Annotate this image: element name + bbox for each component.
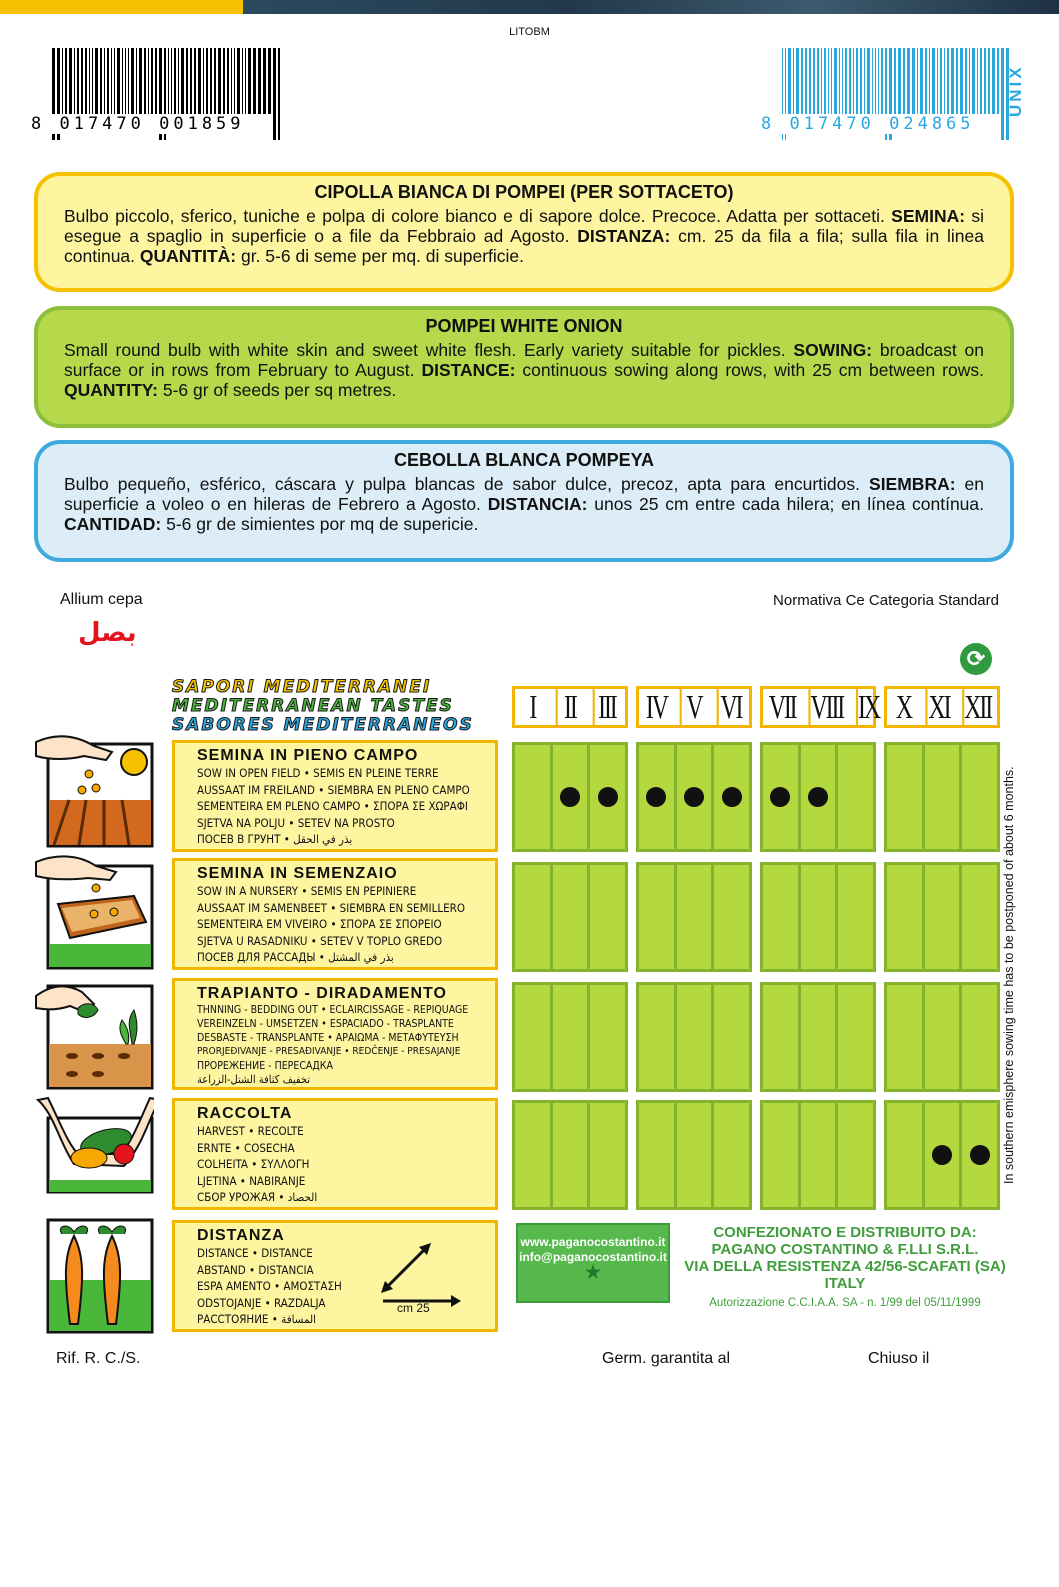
email-link[interactable]: info@paganocostantino.it [519,1250,667,1264]
top-yellow-band [0,0,243,14]
harvest-icon [34,1094,154,1212]
months-q2 [636,686,752,728]
barcode-right-number: 8 017470 024865 [761,114,975,134]
barcode-bar [155,48,157,114]
barcode-bar [817,48,819,114]
barcode-bar [864,48,865,114]
sapori-it: SAPORI MEDITERRANEI [172,677,432,697]
panel-italian [34,172,1014,292]
activity-sowing-field [172,740,498,852]
barcode-bar [793,48,794,114]
calendar-cell [835,985,873,1089]
month-label: IX [856,689,879,725]
activity-harvest [172,1098,498,1210]
panel-spanish-title: CEBOLLA BLANCA POMPEYA [393,450,654,470]
calendar-block [636,742,752,852]
calendar-cell [922,1103,960,1207]
month-label: V [679,689,705,725]
calendar-block [884,982,1000,1092]
barcode-bar [824,48,826,114]
calendar-cell [550,865,588,969]
barcode-bar [100,48,102,114]
calendar-cell [959,1103,997,1207]
barcode-bar [114,48,115,114]
barcode-bar [198,48,201,114]
website-link[interactable]: www.paganocostantino.it [520,1235,666,1249]
barcode-bar [878,48,879,114]
sowing-field-icon [34,730,154,848]
activity-line: ESPA AMENTO • ΑΜΟΣΤΑΣΗ [197,1279,342,1293]
barcode-bar [268,48,271,114]
barcode-bar [881,48,883,114]
barcode-bar [997,48,999,114]
activity-line: РАССТОЯНИЕ • المسافة [197,1312,317,1326]
authorization-text: Autorizzazione C.C.I.A.A. SA - n. 1/99 del 05/11/1999 [709,1297,981,1309]
sapori-es: SABORES MEDITERRANEOS [172,715,474,735]
calendar-cell [835,1103,873,1207]
barcode-bar [186,48,188,114]
activity-line: SOW IN OPEN FIELD • SEMIS EN PLEINE TERRE [197,766,439,780]
activity-transplant [172,978,498,1090]
months-q4 [884,686,1000,728]
calendar-block [512,862,628,972]
activity-line: SJETVA U RASADNIKU • SETEV V TOPLO GREDO [197,933,443,948]
barcode-bar [937,48,938,114]
activity-line: THNNING - BEDDING OUT • ECLAIRCISSAGE - REPIQUAGE [197,1004,469,1016]
calendar-cell [887,745,922,849]
distributor-line: CONFEZIONATO E DISTRIBUITO DA: [713,1224,977,1241]
calendar-cell [639,745,674,849]
calendar-cell [711,865,749,969]
barcode-bar [151,48,153,114]
barcode-bar [139,48,142,114]
calendar-cell [674,985,712,1089]
calendar-cell [674,865,712,969]
barcode-bar [872,48,873,114]
distributor-line: ITALY [824,1275,866,1292]
calendar-cell [763,745,798,849]
barcode-bar [148,48,149,114]
calendar-dot [560,787,580,807]
barcode-bar [813,48,815,114]
months-q3 [760,686,879,728]
barcode-bar [960,48,963,114]
barcode-bar [77,48,79,114]
calendar-block [512,982,628,1092]
activity-line: PRORJEĐIVANJE - PRESAĐIVANJE • REDČENJE - PRESAJANJE [197,1046,461,1057]
calendar-cell [587,745,625,849]
unix-brand: UNIX [1006,64,1025,118]
footer-closed: Chiuso il [868,1350,930,1367]
calendar-cell [798,985,836,1089]
calendar-cell [711,985,749,1089]
activity-line: SOW IN A NURSERY • SEMIS EN PEPINIERE [197,884,417,898]
barcode-bar [131,48,134,114]
barcode-bar [1001,48,1004,140]
barcode-bar [853,48,854,114]
panel-italian-title: CIPOLLA BIANCA DI POMPEI (PER SOTTACETO) [314,182,734,202]
barcode-bar [860,48,862,114]
distance-icon [34,1216,154,1334]
barcode-bar [125,48,126,114]
barcode-bar [988,48,990,114]
calendar-cell [550,745,588,849]
barcode-bar [278,48,280,140]
barcode-bar [107,48,109,114]
panel-spanish [34,440,1014,562]
barcode-bar [223,48,225,114]
barcode-bar [136,48,137,114]
barcode-bar [809,48,811,114]
recycle-icon: ⟳ [960,643,992,675]
calendar-dot [932,1145,952,1165]
calendar-cell [674,745,712,849]
activity-nursery [172,858,498,970]
calendar-cell [515,745,550,849]
activity-line: СБОР УРОЖАЯ • الحصاد [197,1190,318,1204]
calendar-cell [550,1103,588,1207]
barcode-bar [178,48,179,114]
calendar-cell [763,1103,798,1207]
calendar-cell [515,1103,550,1207]
barcode-bar [845,48,847,114]
calendar-cell [639,1103,674,1207]
barcode-bar [903,48,905,114]
calendar-cell [835,865,873,969]
barcode-bar [171,48,172,114]
activity-line: ПОСЕВ В ГРУНТ • بذر في الحقل [197,832,353,846]
activity-line: SJETVA NA POLJU • SETEV NA PROSTO [197,815,395,830]
activity-distance [172,1220,498,1332]
barcode-right [760,48,1000,134]
website-ribbon[interactable] [516,1223,670,1303]
activity-line: ПОСЕВ ДЛЯ РАССАДЫ • بذر في المشتل [197,950,394,964]
calendar-cell [959,745,997,849]
activity-title: SEMINA IN PIENO CAMPO [197,747,419,764]
calendar-cell [887,865,922,969]
barcode-bar [218,48,221,114]
barcode-bar [74,48,75,114]
barcode-bar [181,48,184,114]
calendar-cell [639,865,674,969]
barcode-bar [788,48,791,114]
distance-measure: cm 25 [397,1301,430,1315]
activity-line: AUSSAAT IM FREILAND • SIEMBRA EN PLENO CAMPO [197,782,470,797]
barcode-bar [917,48,918,114]
barcode-bar [944,48,945,114]
calendar-cell [959,865,997,969]
barcode-left [30,48,270,134]
barcode-bar [831,48,832,114]
barcode-bar [898,48,901,114]
calendar-cell [763,985,798,1089]
calendar-cell [674,1103,712,1207]
star-icon: ★ [584,1262,602,1282]
calendar-cell [515,985,550,1089]
barcode-bar [234,48,235,114]
footer-rif: Rif. R. C./S. [56,1350,141,1367]
barcode-bar [85,48,87,114]
calendar-cell [587,985,625,1089]
top-image-strip [0,0,1059,14]
calendar-cell [798,1103,836,1207]
barcode-bar [801,48,803,114]
barcode-left-number: 8 017470 001859 [31,114,245,134]
calendar-block [884,1100,1000,1210]
barcode-bar [980,48,982,114]
distributor-line: PAGANO COSTANTINO & F.LLI S.R.L. [711,1241,979,1258]
month-label: IV [645,689,667,726]
activity-line: COLHEITA • ΣΥΛΛΟΓΗ [197,1157,310,1171]
barcode-bar [907,48,910,114]
barcode-bar [984,48,986,114]
barcode-bar [956,48,958,114]
barcode-bar [258,48,261,114]
footer-germination: Germ. garantita al [602,1350,731,1367]
activity-line: ERNTE • COSECHA [197,1140,295,1155]
barcode-bar [242,48,243,114]
calendar-cell [550,985,588,1089]
panel-english [34,306,1014,428]
barcode-bar [947,48,949,114]
calendar-cell [922,865,960,969]
barcode-bar [214,48,216,114]
barcode-bar [912,48,915,114]
calendar-block [636,1100,752,1210]
activity-line: LJETINA • NABIRANJE [197,1173,306,1188]
calendar-block [760,1100,876,1210]
month-label: I [529,689,536,726]
barcode-bar [89,48,90,114]
barcode-bar [925,48,927,114]
calendar-cell [798,745,836,849]
calendar-dot [770,787,790,807]
barcode-bar [206,48,208,114]
calendar-block [512,742,628,852]
activity-title: SEMINA IN SEMENZAIO [197,865,398,882]
calendar-cell [515,865,550,969]
barcode-bar [821,48,822,114]
month-label: II [555,689,581,725]
calendar-cell [763,865,798,969]
barcode-bar [227,48,229,114]
distributor-info [680,1224,1010,1312]
calendar-cell [798,865,836,969]
top-photo-band [243,0,1059,14]
transplant-icon [34,972,154,1090]
barcode-bar [210,48,212,114]
calendar-block [760,742,876,852]
calendar-dot [808,787,828,807]
arabic-name: بصل [78,618,137,648]
month-label: VIII [809,689,844,725]
activity-line: ПРОРЕЖЕНИЕ - ПЕРЕСАДКА [197,1060,333,1072]
barcode-bar [867,48,870,114]
calendar-cell [887,1103,922,1207]
panel-english-text: Small round bulb with white skin and sweet white flesh. Early variety suitable for pickles. SOWING: broadcast on surface or in rows from February to August. DISTANCE: continuous sowing along rows, with 25 cm between rows. QUANTITY: 5-6 gr of seeds per sq metres. [64,340,985,400]
barcode-bar [231,48,232,114]
latin-name: Allium cepa [60,591,143,608]
barcode-bar [237,48,240,114]
barcode-bar [929,48,930,114]
sapori-en: MEDITERRANEAN TASTES [172,696,454,716]
barcode-bar [81,48,83,114]
calendar-dot [970,1145,990,1165]
calendar-cell [959,985,997,1089]
barcode-bar [69,48,72,114]
barcode-bar [842,48,843,114]
barcode-bar [122,48,123,114]
month-label: VII [768,689,796,726]
barcode-bar [951,48,954,114]
barcode-bar [965,48,967,114]
barcode-bar [969,48,970,114]
southern-hemisphere-note: In southern emisphere sowing time has to be postponed of about 6 months. [1002,766,1016,1184]
activity-line: SEMENTEIRA EM VIVEIRO • ΣΠΟΡΑ ΣΕ ΣΠΟΡΕΙΟ [197,917,442,931]
activity-line: DESBASTE - TRANSPLANTE • ΑΡΑΙΩΜΑ - ΜΕΤΑΦΥΤΕΥΣΗ [197,1032,459,1044]
barcode-bar [972,48,975,114]
barcode-bar [273,48,276,140]
barcode-bar [92,48,93,114]
activity-line: DISTANCE • DISTANCE [197,1246,313,1260]
barcode-bar [849,48,851,114]
calendar-block [636,862,752,972]
activity-line: ODSTOJANJE • RAZDALJA [197,1295,326,1310]
barcode-bar [111,48,112,114]
barcode-bar [940,48,942,114]
calendar-block [760,862,876,972]
barcode-bar [834,48,837,114]
barcode-bar [805,48,807,114]
calendar-dot [684,787,704,807]
panel-english-title: POMPEI WHITE ONION [425,316,623,336]
activity-line: HARVEST • RECOLTE [197,1124,304,1138]
calendar-cell [587,1103,625,1207]
barcode-bar [920,48,923,114]
month-label: X [895,689,911,726]
activity-title: DISTANZA [197,1227,285,1244]
distributor-line: VIA DELLA RESISTENZA 42/56-SCAFATI (SA) [684,1258,1006,1275]
calendar-dot [722,787,742,807]
panel-spanish-text: Bulbo pequeño, esférico, cáscara y pulpa blancas de sabor dulce, precoz, apta para encurtidos. SIEMBRA: en superficie a voleo o en hileras de Febrero a Agosto. DISTANCIA: unos 25 cm entre cada hilera; en línea contínua. CANTIDAD: 5-6 gr de simientes por mq de supericie. [64,474,985,534]
barcode-bar [856,48,858,114]
barcode-bar [977,48,978,114]
calendar-cell [587,865,625,969]
calendar-block [512,1100,628,1210]
barcode-bar [65,48,67,114]
barcode-bar [117,48,120,114]
barcode-bar [203,48,204,114]
barcode-bar [248,48,251,114]
barcode-bar [253,48,256,114]
activity-line: AUSSAAT IM SAMENBEET • SIEMBRA EN SEMILLERO [197,900,465,915]
activity-line: SEMENTEIRA EM PLENO CAMPO • ΣΠΟΡΑ ΣΕ ΧΩΡΑΦΙ [197,799,468,813]
barcode-bar [62,48,63,114]
barcode-bar [796,48,799,114]
activity-line: VEREINZELN - UMSETZEN • ESPACIADO - TRASPLANTE [197,1018,454,1030]
barcode-bar [263,48,266,114]
calendar-cell [711,1103,749,1207]
barcode-bar [104,48,105,114]
barcode-bar [992,48,995,114]
barcode-bar [95,48,98,114]
barcode-bar [245,48,246,114]
panel-italian-text: Bulbo piccolo, sferico, tuniche e polpa di colore bianco e di sapore dolce. Precoce. Adatta per sottaceti. SEMINA: si esegue a spaglio in superficie o a file da Febbraio ad Agosto. DISTANZA: cm. 25 da fila a fila; sulla fila in linea continua. QUANTITÀ: gr. 5-6 di seme per mq. di superficie. [64,206,984,266]
barcode-bar [174,48,176,114]
calendar-cell [922,985,960,1089]
calendar-cell [639,985,674,1089]
calendar-cell [835,745,873,849]
barcode-bar [875,48,876,114]
calendar-block [884,742,1000,852]
barcode-bar [828,48,829,114]
activity-title: TRAPIANTO - DIRADAMENTO [197,985,447,1002]
printer-code: LITOBM [509,26,550,38]
calendar-dot [598,787,618,807]
calendar-cell [887,985,922,1089]
months-q1 [512,686,628,728]
normativa-label: Normativa Ce Categoria Standard [773,592,999,609]
barcode-bar [144,48,146,114]
calendar-dot [646,787,666,807]
activity-title: RACCOLTA [197,1105,293,1122]
calendar-block [636,982,752,1092]
activity-line: ABSTAND • DISTANCIA [197,1262,314,1277]
barcode-bar [194,48,196,114]
barcode-bar [168,48,169,114]
month-label: XI [925,689,950,725]
barcode-bar [932,48,935,114]
calendar-cell [711,745,749,849]
barcode-bar [894,48,896,114]
month-label: VI [717,689,743,725]
month-label: XII [962,689,991,725]
calendar-cell [922,745,960,849]
month-label: III [593,689,619,725]
barcode-bar [190,48,192,114]
sapori-logo [172,678,494,735]
barcode-bar [128,48,129,114]
nursery-icon [34,852,154,970]
calendar-block [884,862,1000,972]
barcode-bar [839,48,840,114]
activity-line: تخفيف كثافة الشتل-الزراعة [197,1073,311,1086]
calendar-block [760,982,876,1092]
